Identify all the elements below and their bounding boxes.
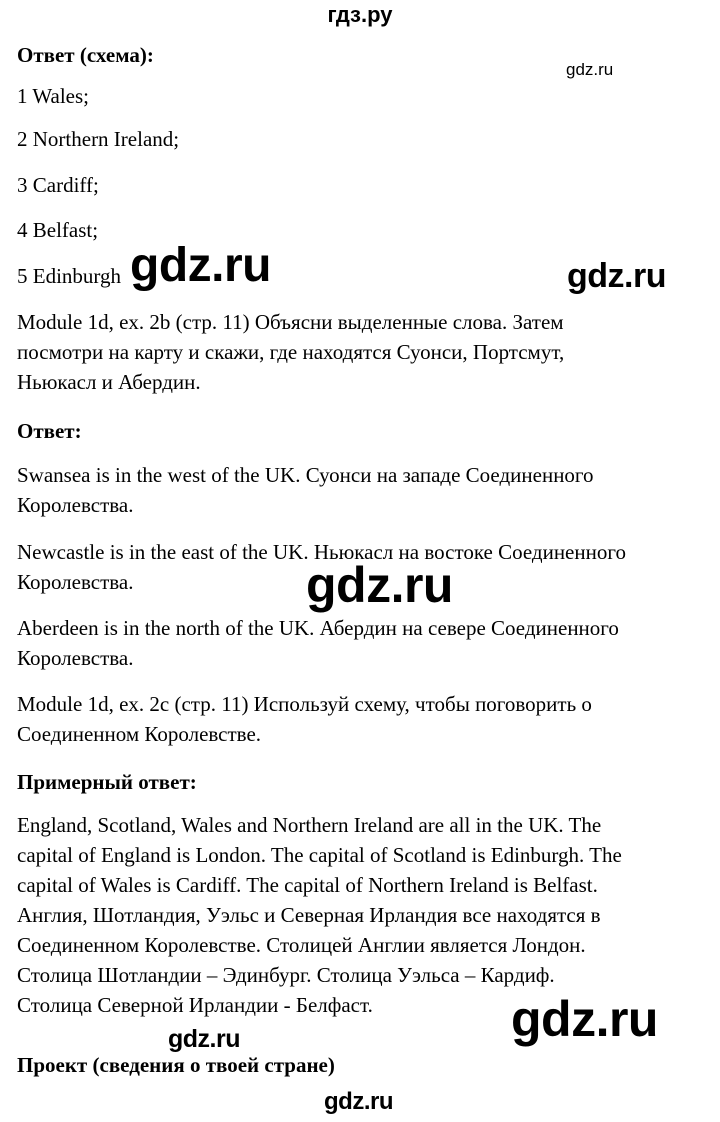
answer-line: Newcastle is in the east of the UK. Ньюкасл на востоке Соединенного (17, 540, 626, 564)
task-2c-line: Соединенном Королевстве. (17, 722, 262, 746)
scheme-item: 4 Belfast; (17, 218, 99, 242)
paragraph-line: Столица Северной Ирландии - Белфаст. (17, 993, 373, 1017)
watermark-top-right: gdz.ru (566, 60, 614, 79)
scheme-item: 5 Edinburgh (17, 264, 122, 288)
answer-line: Королевства. (17, 570, 134, 594)
paragraph-line: capital of Wales is Cardiff. The capital of Northern Ireland is Belfast. (17, 873, 598, 897)
watermark-center: gdz.ru (306, 557, 453, 613)
answer-line: Aberdeen is in the north of the UK. Абердин на севере Соединенного (17, 616, 619, 640)
task-2b-line: Ньюкасл и Абердин. (17, 370, 201, 394)
sample-answer-heading: Примерный ответ: (17, 770, 197, 794)
task-2c-line: Module 1d, ex. 2c (стр. 11) Используй схему, чтобы поговорить о (17, 692, 592, 716)
paragraph-line: Соединенном Королевстве. Столицей Англии является Лондон. (17, 933, 586, 957)
watermark-big-left: gdz.ru (130, 239, 271, 292)
answer-scheme-heading: Ответ (схема): (17, 43, 154, 67)
project-heading: Проект (сведения о твоей стране) (17, 1053, 335, 1077)
answer-heading: Ответ: (17, 419, 82, 443)
answer-line: Королевства. (17, 493, 134, 517)
scheme-item: 2 Northern Ireland; (17, 127, 180, 151)
answer-line: Королевства. (17, 646, 134, 670)
paragraph-line: Англия, Шотландия, Уэльс и Северная Ирландия все находятся в (17, 903, 601, 927)
answer-line: Swansea is in the west of the UK. Суонси на западе Соединенного (17, 463, 594, 487)
task-2b-line: Module 1d, ex. 2b (стр. 11) Объясни выделенные слова. Затем (17, 310, 564, 334)
paragraph-line: Столица Шотландии – Эдинбург. Столица Уэльса – Кардиф. (17, 963, 555, 987)
paragraph-line: capital of England is London. The capital of Scotland is Edinburgh. The (17, 843, 622, 867)
watermark-bottom-right: gdz.ru (511, 991, 658, 1047)
paragraph-line: England, Scotland, Wales and Northern Ireland are all in the UK. The (17, 813, 602, 837)
watermark-big-right: gdz.ru (567, 257, 666, 295)
task-2b-line: посмотри на карту и скажи, где находятся Суонси, Портсмут, (17, 340, 565, 364)
scheme-item: 1 Wales; (17, 84, 89, 108)
scheme-item: 3 Cardiff; (17, 173, 99, 197)
site-header: гдз.ру (327, 2, 393, 27)
watermark-footer: gdz.ru (324, 1088, 393, 1115)
watermark-bottom-left: gdz.ru (168, 1025, 240, 1053)
